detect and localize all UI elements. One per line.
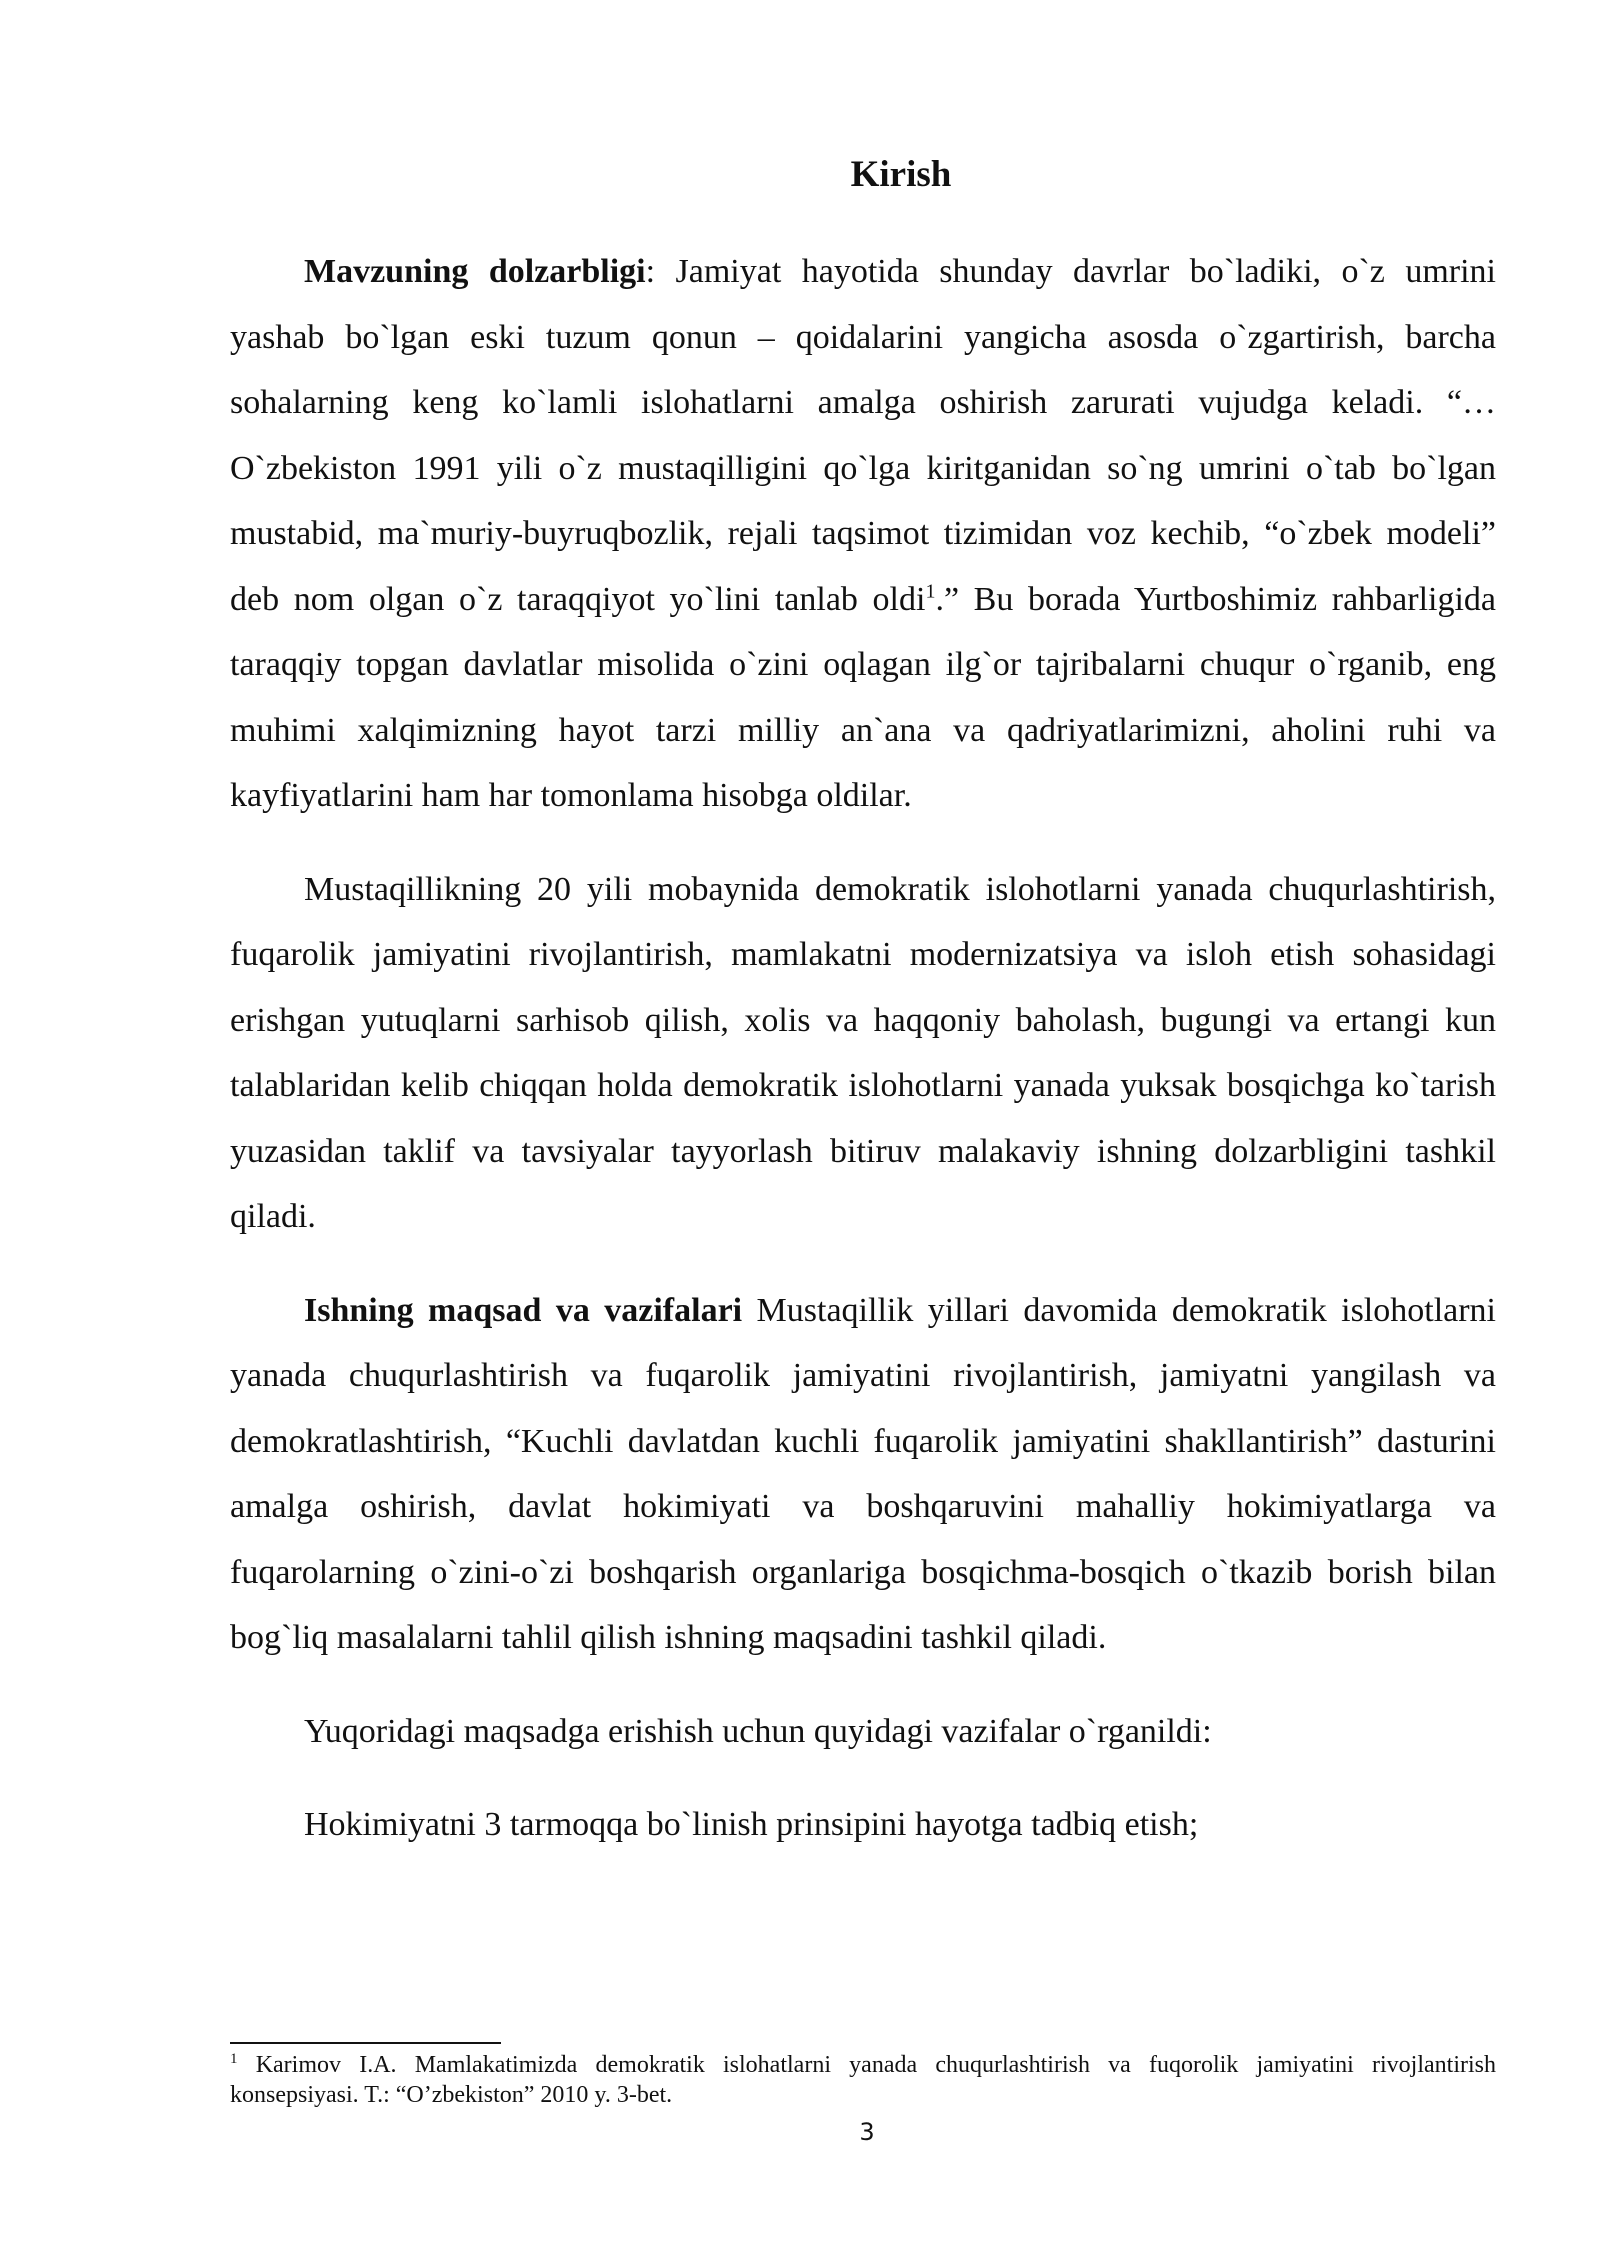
paragraph-text: Hokimiyatni 3 tarmoqqa bo`linish prinsipini hayotga tadbiq etish; [304,1806,1199,1843]
paragraph-text-before-ref: : Jamiyat hayotida shunday davrlar bo`ladiki, o`z umrini yashab bo`lgan eski tuzum qonun – qoidalarini yangicha asosda o`zgartirish, barcha sohalarning keng ko`lamli islohatlarni amalga oshirish zarurati vujudga keladi. “…O`zbekiston 1991 yili o`z mustaqilligini qo`lga kiritganidan so`ng umrini o`tab bo`lgan mustabid, ma`muriy-buyruqbozlik, rejali taqsimot tizimidan voz kechib, “o`zbek modeli” deb nom olgan o`z taraqqiyot yo`lini tanlab oldi [230,253,1497,618]
paragraph-lead-relevance: Mavzuning dolzarbligi [304,253,646,290]
body-text [230,239,1496,1858]
paragraph-lead-goals: Ishning maqsad va vazifalari [304,1291,743,1329]
footnote-separator [230,2042,501,2044]
paragraph-tasks-intro [230,1699,1496,1765]
paragraph-relevance [230,239,1496,829]
paragraph-independence [230,857,1496,1250]
footnote-reference: 1 [925,580,936,603]
paragraph-text: Mustaqillik yillari davomida demokratik islohotlarni yanada chuqurlashtirish va fuqarolik jamiyatini rivojlantirish, jamiyatni yangilash va demokratlashtirish, “Kuchli davlatdan kuchli fuqarolik jamiyatini shakllantirish” dasturini amalga oshirish, davlat hokimiyati va boshqaruvini mahalliy hokimiyatlarga va fuqarolarning o`zini-o`zi boshqarish organlariga bosqichma-bosqich o`tkazib borish bilan bog`liq masalalarni tahlil qilish ishning maqsadini tashkil qiladi. [230,1291,1497,1656]
page-title: Kirish [850,154,952,195]
footnote-text: Karimov I.A. Mamlakatimizda demokratik islohatlarni yanada chuqurlashtirish va fuqorolik jamiyatini rivojlantirish konsepsiyasi. T.: “O’zbekiston” 2010 y. 3-bet. [230,2052,1496,2108]
page-number: 3 [859,2118,875,2146]
footnote [230,2050,1496,2110]
paragraph-text: Yuqoridagi maqsadga erishish uchun quyidagi vazifalar o`rganildi: [304,1712,1212,1750]
paragraph-task-item [230,1792,1496,1858]
paragraph-text: Mustaqillikning 20 yili mobaynida demokratik islohotlarni yanada chuqurlashtirish, fuqarolik jamiyatini rivojlantirish, mamlakatni modernizatsiya va isloh etish sohasidagi erishgan yutuqlarni sarhisob qilish, xolis va haqqoniy baholash, bugungi va ertangi kun talablaridan kelib chiqqan holda demokratik islohotlarni yanada yuksak bosqichga ko`tarish yuzasidan taklif va tavsiyalar tayyorlash bitiruv malakaviy ishning dolzarbligini tashkil qiladi. [230,870,1496,1235]
footnote-marker: 1 [230,2051,238,2067]
paragraph-goals [230,1278,1496,1671]
paragraph-text-after-ref: .” Bu borada Yurtboshimiz rahbarligida taraqqiy topgan davlatlar misolida o`zini oqlagan ilg`or tajribalarni chuqur o`rganib, eng muhimi xalqimizning hayot tarzi milliy an`ana va qadriyatlarimizni, aholini ruhi va kayfiyatlarini ham har tomonlama hisobga oldilar. [230,580,1496,814]
